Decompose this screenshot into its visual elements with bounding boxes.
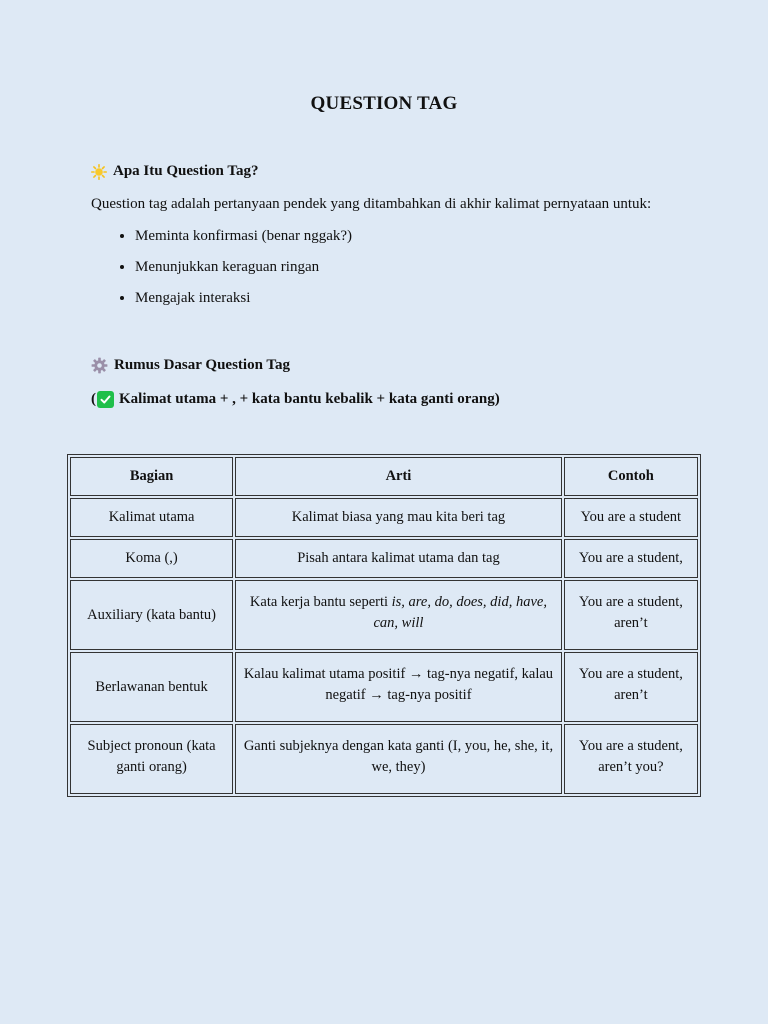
- section-heading-what-is: [91, 163, 258, 180]
- cell-arti: [235, 580, 562, 650]
- section-heading-label: Rumus Dasar Question Tag: [114, 357, 291, 373]
- cell-contoh: You are a student: [564, 498, 698, 537]
- table-row: [70, 498, 698, 537]
- cell-arti-prefix: Kata kerja bantu seperti: [249, 594, 392, 610]
- cell-arti: Pisah antara kalimat utama dan tag: [235, 539, 562, 578]
- cell-contoh: You are a student,: [564, 539, 698, 578]
- table-header-row: [70, 457, 698, 496]
- section-heading-label: Apa Itu Question Tag?: [113, 163, 259, 179]
- cell-arti: Kalau kalimat utama positif → tag-nya negatif, kalau negatif → tag-nya positif: [235, 652, 562, 722]
- formula-open-paren: (: [91, 391, 96, 407]
- table-row: [70, 580, 698, 650]
- list-item: • Mengajak interaksi: [135, 288, 352, 319]
- column-header-bagian: Bagian: [70, 457, 233, 496]
- cell-contoh: You are a student, aren’t: [564, 652, 698, 722]
- intro-paragraph: Question tag adalah pertanyaan pendek yang ditambahkan di akhir kalimat pernyataan untuk:: [91, 196, 652, 212]
- list-item: • Meminta konfirmasi (benar nggak?): [135, 226, 352, 257]
- cell-arti-italic: is, are, do, does, did, have, can, will: [373, 594, 547, 631]
- formula-text: Kalimat utama + , + kata bantu kebalik + kata ganti orang): [119, 391, 500, 407]
- list-item: • Menunjukkan keraguan ringan: [135, 257, 352, 288]
- purpose-list: [91, 226, 352, 319]
- column-header-contoh: Contoh: [564, 457, 698, 496]
- table-row: [70, 724, 698, 794]
- cell-bagian: Subject pronoun (kata ganti orang): [70, 724, 233, 794]
- question-tag-table: [67, 454, 701, 797]
- check-icon: [97, 391, 114, 408]
- cell-arti: Kalimat biasa yang mau kita beri tag: [235, 498, 562, 537]
- section-heading-formula: [91, 357, 290, 374]
- gear-icon: [91, 357, 108, 374]
- table-row: [70, 539, 698, 578]
- cell-bagian: Auxiliary (kata bantu): [70, 580, 233, 650]
- table-row: [70, 652, 698, 722]
- page-title: QUESTION TAG: [310, 93, 458, 114]
- cell-arti: Ganti subjeknya dengan kata ganti (I, you, he, she, it, we, they): [235, 724, 562, 794]
- formula-line: [91, 391, 500, 408]
- cell-bagian: Kalimat utama: [70, 498, 233, 537]
- sun-icon: [91, 164, 107, 180]
- cell-contoh: You are a student, aren’t you?: [564, 724, 698, 794]
- column-header-arti: Arti: [235, 457, 562, 496]
- cell-bagian: Berlawanan bentuk: [70, 652, 233, 722]
- cell-contoh: You are a student, aren’t: [564, 580, 698, 650]
- cell-bagian: Koma (,): [70, 539, 233, 578]
